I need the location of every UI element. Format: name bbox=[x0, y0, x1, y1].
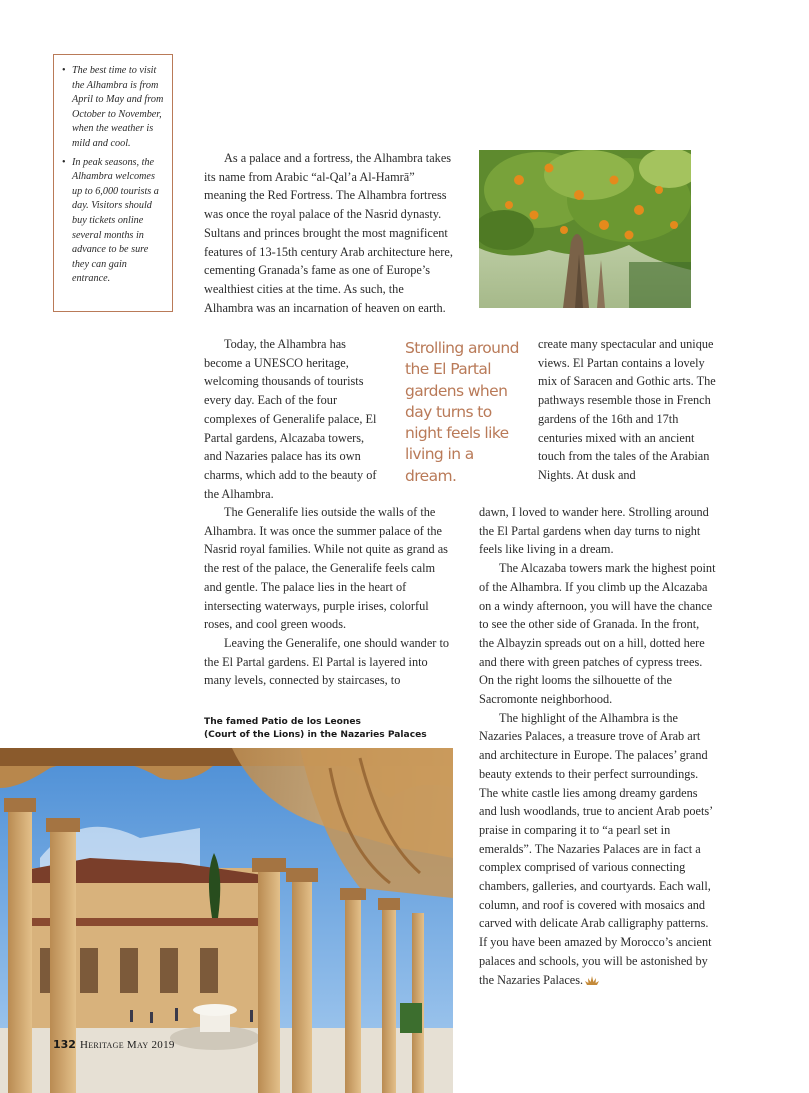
article-paragraph: As a palace and a fortress, the Alhambra takes its name from Arabic “al-Qal’a Al-Hamrā” meaning the Red Fortress. The Alhambra fortress was once the royal palace of the Nasrid dynasty. Sultans and princes brought the most magnificent features of 13-15th century Arab architecture here, cementing Granada’s fame as one of Europe’s wealthiest cities at the time. As such, the Alhambra was an incarnation of heaven on earth. bbox=[204, 151, 453, 315]
article-paragraph: Today, the Alhambra has become a UNESCO heritage, welcoming thousands of tourists every day. Each of the four complexes of Generalife palace, El Partal gardens, Alcazaba towers, and Nazaries palace has its own charms, which add to the beauty of the Alhambra. bbox=[204, 337, 377, 501]
article-column-left-bottom bbox=[204, 503, 454, 690]
article-column-left-top bbox=[204, 149, 454, 317]
tip-item: • The best time to visit the Alhambra is from April to May and from October to November, when the weather is mild and cool. bbox=[62, 64, 164, 152]
article-column-left-narrow bbox=[204, 335, 382, 503]
caption-line: (Court of the Lions) in the Nazaries Palaces bbox=[204, 729, 427, 740]
caption-line: The famed Patio de los Leones bbox=[204, 717, 361, 727]
article-paragraph: create many spectacular and unique views. El Partan contains a lovely mix of Saracen and Gothic arts. The pathways resemble those in French gardens of the 16th and 17th centuries mixed with an ancient touch from the tales of the Arabian Nights. At dusk and bbox=[538, 337, 716, 482]
page-number: 132 bbox=[53, 1038, 76, 1051]
pull-quote: Strolling around the El Partal gardens when day turns to night feels like living in a dream. bbox=[405, 339, 519, 485]
article-paragraph bbox=[479, 709, 716, 990]
article-paragraph: The Alcazaba towers mark the highest point of the Alhambra. If you climb up the Alcazaba on a windy afternoon, you will have the chance to see the other side of Granada. In the front, the Albayzin spreads out on a hill, dotted here and there with green patches of cypress trees. On the right looms the silhouette of the Sacromonte neighborhood. bbox=[479, 561, 716, 707]
article-column-right-narrow bbox=[538, 335, 716, 485]
photo-caption bbox=[204, 716, 454, 741]
lotus-end-icon bbox=[585, 976, 599, 985]
article-paragraph: Leaving the Generalife, one should wander to the El Partal gardens. El Partal is layered into many levels, connected by staircases, to bbox=[204, 635, 450, 688]
article-paragraph: The Generalife lies outside the walls of the Alhambra. It was once the summer palace of the Nasrid royal families. While not quite as grand as the rest of the palace, the Generalife feels calm and gentle. The palace lies in the heart of intersecting waterways, purple irises, colorful roses, and cool green woods. bbox=[204, 505, 448, 632]
orange-tree-photo bbox=[479, 150, 691, 308]
article-column-right bbox=[479, 503, 716, 989]
tip-item: • In peak seasons, the Alhambra welcomes up to 6,000 tourists a day. Visitors should buy tickets online several months in advance to be sure they can gain entrance. bbox=[62, 156, 164, 287]
page-footer bbox=[53, 1038, 175, 1051]
magazine-issue: Heritage May 2019 bbox=[79, 1039, 175, 1051]
tips-sidebar bbox=[53, 54, 173, 312]
article-paragraph: dawn, I loved to wander here. Strolling around the El Partal gardens when day turns to night feels like living in a dream. bbox=[479, 505, 709, 557]
article-paragraph-text: The highlight of the Alhambra is the Nazaries Palaces, a treasure trove of Arab art and architecture in Europe. The palaces’ grand beauty extends to their perfect surroundings. The white castle lies among dreamy gardens and lush woodlands, true to ancient Arab poets’ praise in comparing it to “a pearl set in emeralds”. The Nazaries Palaces are in fact a complex comprised of various connecting chambers, galleries, and courtyards. Each wall, column, and roof is covered with mosaics and carved with delicate Arab calligraphy patterns. If you have been amazed by Morocco’s ancient palaces and schools, you will be astonished by the Nazaries Palaces. bbox=[479, 710, 713, 987]
